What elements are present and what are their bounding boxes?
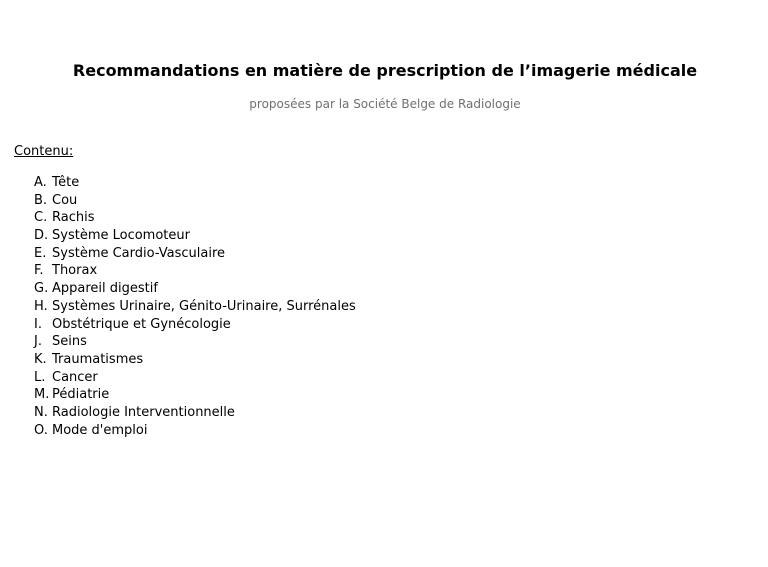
toc-label: Rachis <box>52 210 95 226</box>
toc-item-f[interactable] <box>34 262 356 280</box>
toc-label: Système Cardio-Vasculaire <box>52 245 226 261</box>
toc-letter: J. <box>34 334 42 350</box>
toc-item-a[interactable] <box>34 174 356 192</box>
toc-letter: N. <box>34 404 48 420</box>
toc-letter: H. <box>34 298 48 314</box>
toc-item-i[interactable] <box>34 316 356 334</box>
toc-label: Obstétrique et Gynécologie <box>52 316 231 332</box>
toc-letter: O. <box>34 422 48 438</box>
toc-letter: G. <box>34 281 49 297</box>
page-title: Recommandations en matière de prescription de l’imagerie médicale <box>72 61 698 80</box>
toc-label: Cancer <box>52 369 98 385</box>
table-of-contents <box>34 174 356 439</box>
toc-item-k[interactable] <box>34 351 356 369</box>
toc-letter: I. <box>34 316 42 332</box>
page-subtitle: proposées par la Société Belge de Radiologie <box>249 97 521 111</box>
toc-letter: C. <box>34 210 48 226</box>
toc-letter: D. <box>34 228 49 244</box>
toc-label: Pédiatrie <box>52 387 110 403</box>
toc-label: Systèmes Urinaire, Génito-Urinaire, Surrénales <box>52 298 356 314</box>
toc-label: Radiologie Interventionnelle <box>52 404 235 420</box>
toc-item-m[interactable] <box>34 386 356 404</box>
toc-label: Appareil digestif <box>52 281 158 297</box>
toc-label: Thorax <box>52 263 98 279</box>
toc-letter: F. <box>34 263 44 279</box>
toc-item-c[interactable] <box>34 209 356 227</box>
toc-item-h[interactable] <box>34 298 356 316</box>
toc-letter: M. <box>34 387 50 403</box>
toc-letter: L. <box>34 369 46 385</box>
toc-label: Système Locomoteur <box>52 228 190 244</box>
toc-item-e[interactable] <box>34 245 356 263</box>
toc-letter: K. <box>34 351 47 367</box>
toc-letter: E. <box>34 245 47 261</box>
toc-label: Seins <box>52 334 87 350</box>
toc-item-n[interactable] <box>34 404 356 422</box>
toc-label: Mode d'emploi <box>52 422 148 438</box>
toc-item-g[interactable] <box>34 280 356 298</box>
toc-label: Tête <box>52 175 80 190</box>
contents-heading: Contenu: <box>14 144 74 159</box>
toc-letter: B. <box>34 192 48 208</box>
toc-item-b[interactable] <box>34 192 356 210</box>
toc-label: Traumatismes <box>52 351 144 367</box>
toc-item-d[interactable] <box>34 227 356 245</box>
toc-item-j[interactable] <box>34 333 356 351</box>
toc-label: Cou <box>52 192 78 208</box>
toc-letter: A. <box>34 175 47 190</box>
toc-item-l[interactable] <box>34 369 356 387</box>
toc-item-o[interactable] <box>34 422 356 440</box>
